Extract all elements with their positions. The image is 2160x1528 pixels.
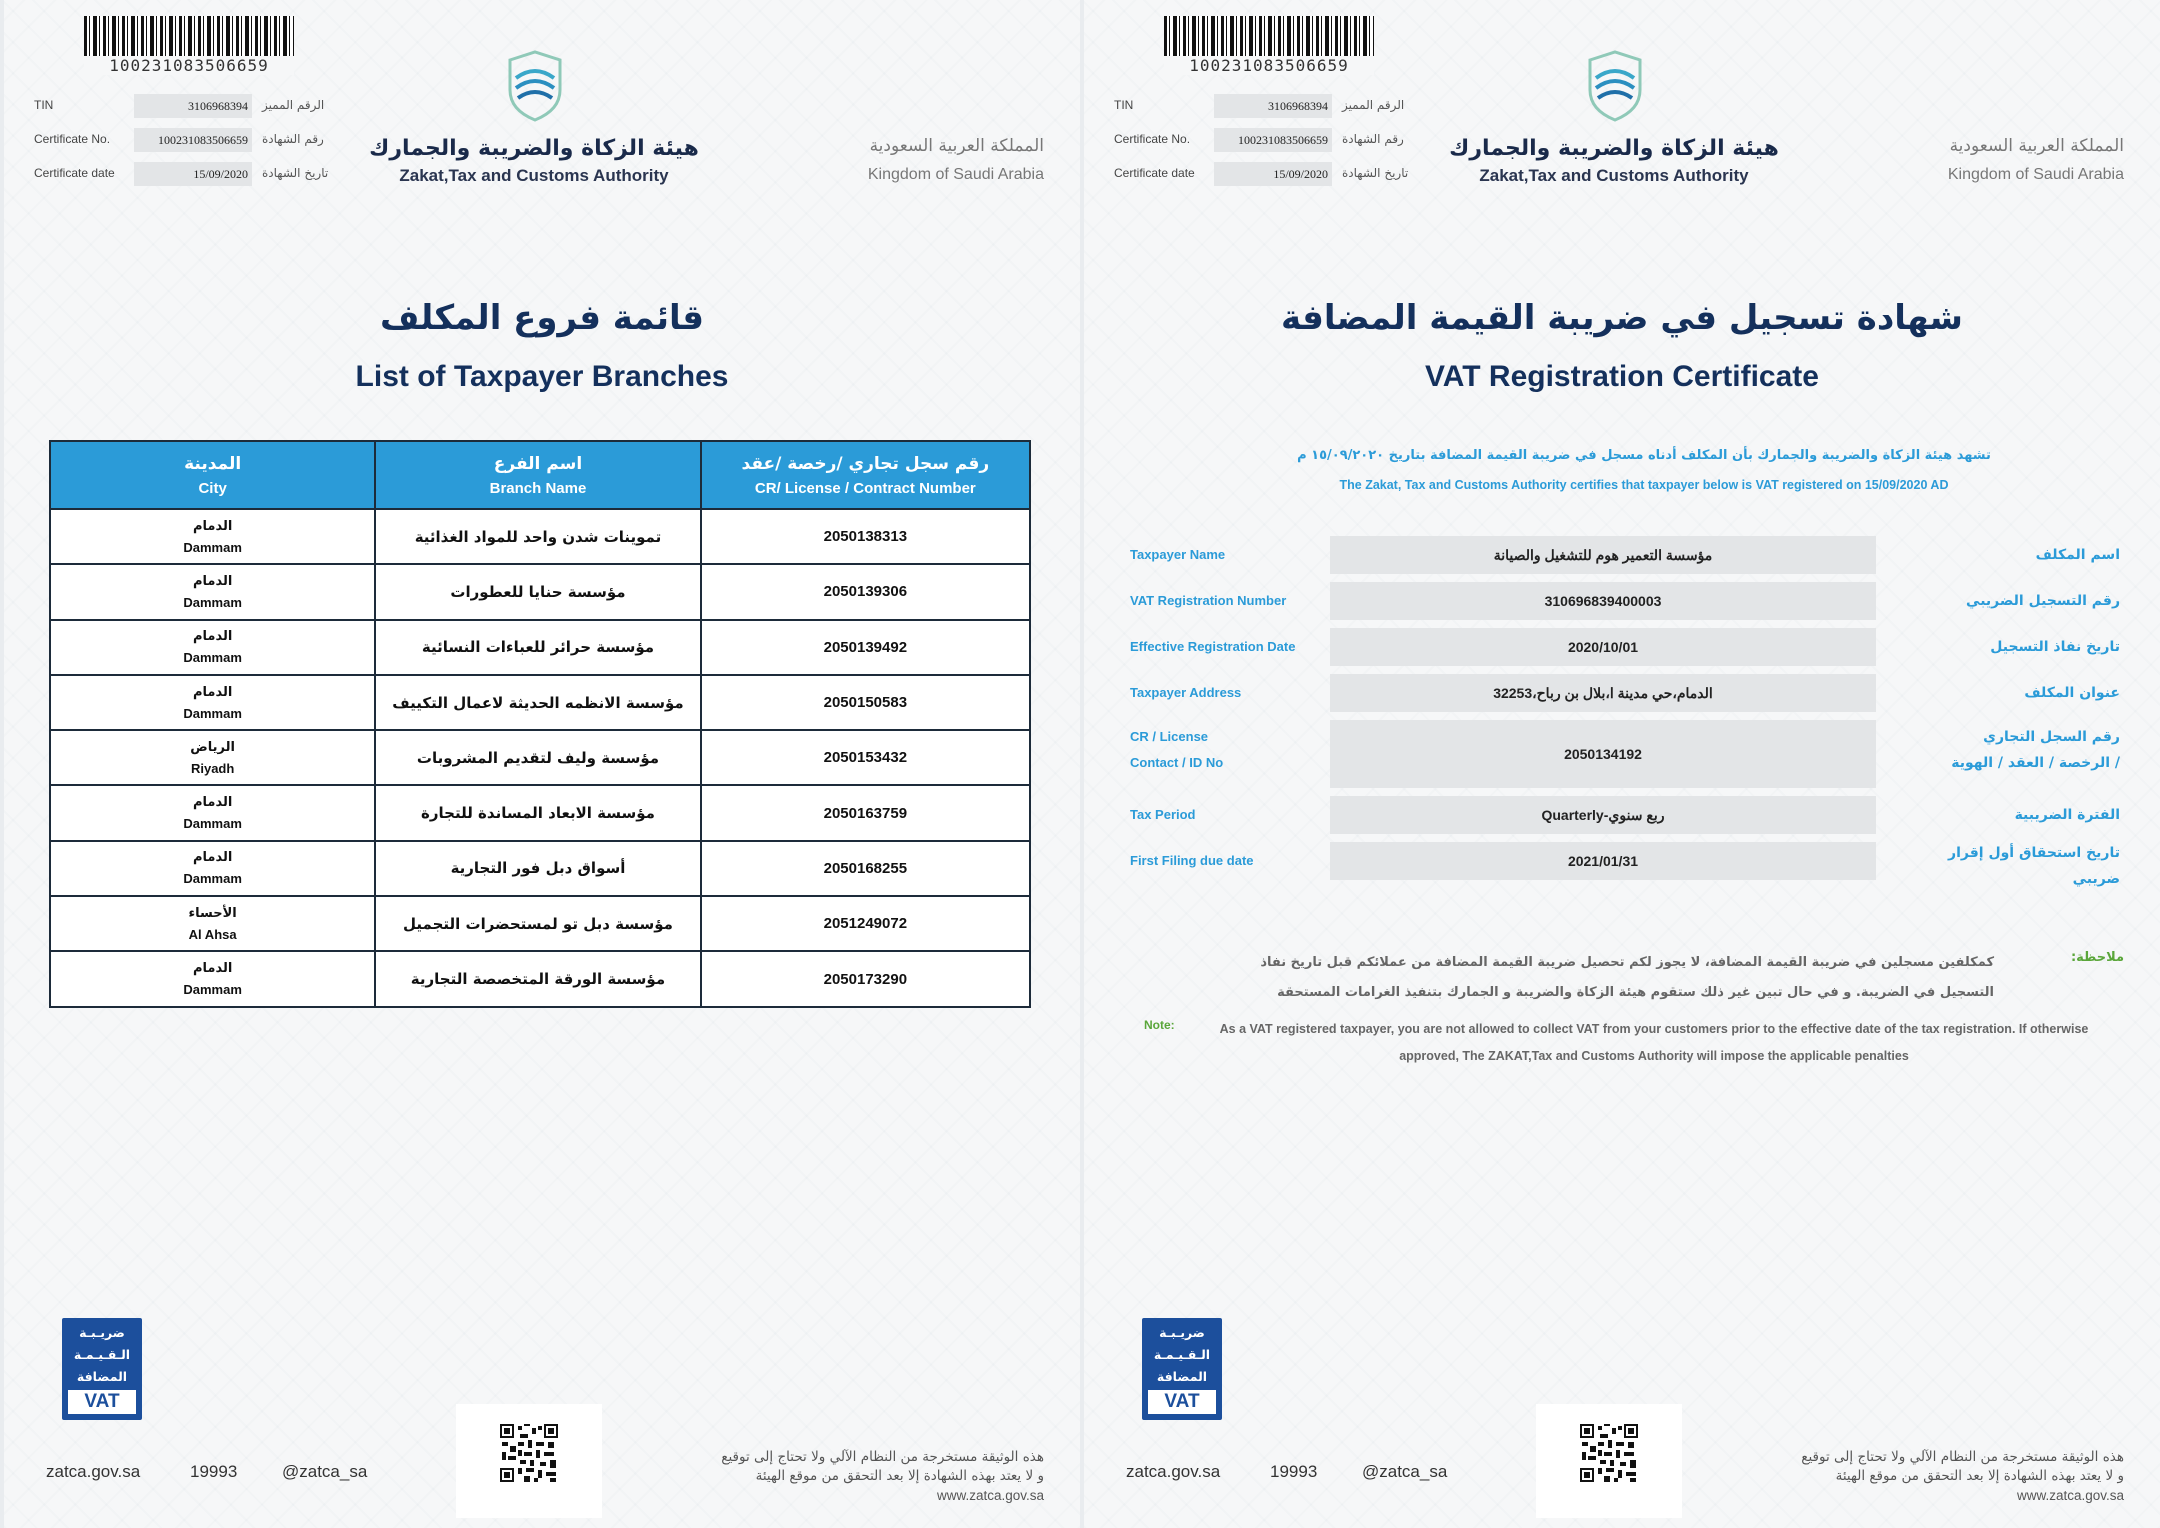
field-cr-license [1130, 720, 2130, 788]
field-value: 2020/10/01 [1330, 628, 1876, 666]
column-header-city-en: City [198, 479, 227, 497]
branch-name-cell: مؤسسة الانظمه الحديثة لاعمال التكييف [375, 675, 700, 730]
city-cell [50, 509, 375, 564]
footer-social[interactable]: @zatca_sa [282, 1462, 368, 1481]
city-ar: الدمام [192, 961, 233, 977]
note-label-en: Note: [1144, 1018, 1175, 1032]
vat-badge-ar-line3: المضافة [76, 1369, 128, 1384]
certificate-date-value: 15/09/2020 [134, 162, 252, 186]
certificate-page [1084, 0, 2160, 1528]
field-value: 310696839400003 [1330, 582, 1876, 620]
footer-website[interactable]: zatca.gov.sa [1126, 1462, 1221, 1481]
column-header-branch-name-ar: اسم الفرع [493, 453, 583, 474]
column-header-city-ar: المدينة [184, 453, 242, 474]
tin-label: TIN [34, 98, 54, 112]
footer-disclaimer [644, 1448, 1044, 1505]
certificate-number-value: 100231083506659 [1214, 128, 1332, 152]
certificate-date-row [1114, 162, 1434, 188]
table-header-row [50, 441, 1030, 509]
qr-code-box [456, 1404, 602, 1518]
country-name-ar: المملكة العربية السعودية [1949, 136, 2124, 156]
page-title-ar: قائمة فروع المكلف [379, 298, 704, 338]
disclaimer-line2: و لا يعتد بهذه الشهادة إلا بعد التحقق من موقع الهيئة [1835, 1468, 2124, 1484]
field-label-ar: الفترة الضريبية [2014, 807, 2120, 823]
org-name-ar: هيئة الزكاة والضريبة والجمارك [1449, 136, 1779, 161]
certificate-intro-en: The Zakat, Tax and Customs Authority certifies that taxpayer below is VAT registered on 15/09/2020 AD [1339, 478, 1949, 492]
field-taxpayer-address [1130, 674, 2130, 712]
city-cell [50, 951, 375, 1006]
city-cell [50, 675, 375, 730]
certificate-intro-ar: تشهد هيئة الزكاة والضريبة والجمارك بأن المكلف أدناه مسجل في ضريبة القيمة المضافة بتاريخ ١٥/٠٩/٢٠٢٠ م [1297, 448, 1991, 463]
cr-number-cell: 2051249072 [701, 896, 1030, 951]
disclaimer-line1: هذه الوثيقة مستخرجة من النظام الآلي ولا تحتاج إلى توقيع [1801, 1449, 2124, 1465]
field-value: 2050134192 [1330, 720, 1876, 788]
certificate-number-value: 100231083506659 [134, 128, 252, 152]
org-name-ar: هيئة الزكاة والضريبة والجمارك [369, 136, 699, 161]
branch-name-cell: مؤسسة وليف لتقديم المشروبات [375, 730, 700, 785]
country-name-en: Kingdom of Saudi Arabia [1947, 166, 2124, 183]
disclaimer-url[interactable]: www.zatca.gov.sa [2016, 1488, 2124, 1503]
branch-name-cell: تموينات شدن واحد للمواد الغذائية [375, 509, 700, 564]
city-cell [50, 785, 375, 840]
footer-phone: 19993 [190, 1462, 238, 1481]
barcode-number: 100231083506659 [1164, 56, 1374, 75]
page-title-en: List of Taxpayer Branches [355, 360, 729, 393]
qr-code-icon [500, 1424, 558, 1482]
footer-disclaimer [1724, 1448, 2124, 1505]
barcode-number: 100231083506659 [84, 56, 294, 75]
country-name-en: Kingdom of Saudi Arabia [867, 166, 1044, 183]
disclaimer-url[interactable]: www.zatca.gov.sa [936, 1488, 1044, 1503]
certificate-number-row [34, 128, 354, 154]
city-cell [50, 730, 375, 785]
city-en: Dammam [183, 594, 242, 610]
city-ar: الرياض [190, 739, 235, 755]
column-header-city [50, 441, 375, 509]
vat-logo-badge [1142, 1318, 1222, 1420]
table-row [50, 785, 1030, 840]
column-header-cr-number-ar: رقم سجل تجاري /رخصة /عقد [741, 453, 990, 474]
column-header-branch-name [375, 441, 700, 509]
branches-table [49, 440, 1031, 1008]
field-label-en: Effective Registration Date [1130, 639, 1296, 654]
org-name-en: Zakat,Tax and Customs Authority [399, 166, 669, 185]
field-effective-registration-date [1130, 628, 2130, 666]
branch-name-cell: مؤسسة دبل تو لمستحضرات التجميل [375, 896, 700, 951]
cr-number-cell: 2050150583 [701, 675, 1030, 730]
field-label-en: CR / License Contact / ID No [1130, 729, 1224, 770]
city-ar: الأحساء [188, 905, 237, 921]
zatca-logo-icon [504, 50, 566, 122]
branch-name-cell: أسواق دبل فور التجارية [375, 841, 700, 896]
field-value: الدمام،حي مدينة ا،بلال بن رباح،32253 [1330, 674, 1876, 712]
city-en: Al Ahsa [188, 926, 237, 942]
cr-number-cell: 2050139306 [701, 564, 1030, 619]
table-row [50, 730, 1030, 785]
certificate-number-row [1114, 128, 1434, 154]
branch-name-cell: مؤسسة حرائر للعباءات النسائية [375, 620, 700, 675]
table-row [50, 896, 1030, 951]
city-cell [50, 564, 375, 619]
field-label-ar: تاريخ استحقاق أول إقرار ضريبي [1948, 845, 2120, 887]
city-cell [50, 620, 375, 675]
tin-value: 3106968394 [134, 94, 252, 118]
branch-name-cell: مؤسسة حنايا للعطورات [375, 564, 700, 619]
city-ar: الدمام [192, 795, 233, 811]
city-cell [50, 896, 375, 951]
cr-number-cell: 2050153432 [701, 730, 1030, 785]
field-label-en: VAT Registration Number [1130, 593, 1287, 608]
vat-badge-en: VAT [68, 1390, 136, 1414]
certificate-date-label-ar: تاريخ الشهادة [262, 166, 329, 180]
certificate-date-label: Certificate date [1114, 166, 1195, 180]
field-value: 2021/01/31 [1330, 842, 1876, 880]
city-en: Dammam [183, 871, 242, 887]
city-ar: الدمام [192, 850, 233, 866]
cr-number-cell: 2050168255 [701, 841, 1030, 896]
vat-badge-ar-line3: المضافة [1156, 1369, 1208, 1384]
org-name-en: Zakat,Tax and Customs Authority [1479, 166, 1749, 185]
tin-row [1114, 94, 1434, 120]
field-label-ar: اسم المكلف [2035, 547, 2120, 563]
table-row [50, 951, 1030, 1006]
vat-badge-ar-line1: ضريـبـة [1159, 1325, 1205, 1340]
table-row [50, 620, 1030, 675]
vat-badge-ar-line1: ضريـبـة [79, 1325, 125, 1340]
footer-phone: 19993 [1270, 1462, 1318, 1481]
city-ar: الدمام [192, 518, 233, 534]
country-name-ar: المملكة العربية السعودية [869, 136, 1044, 156]
field-taxpayer-name [1130, 536, 2130, 574]
disclaimer-line1: هذه الوثيقة مستخرجة من النظام الآلي ولا تحتاج إلى توقيع [721, 1449, 1044, 1465]
certificate-date-label-ar: تاريخ الشهادة [1342, 166, 1409, 180]
footer-social[interactable]: @zatca_sa [1362, 1462, 1448, 1481]
field-vat-registration-number [1130, 582, 2130, 620]
tin-value: 3106968394 [1214, 94, 1332, 118]
certificate-date-row [34, 162, 354, 188]
vat-badge-ar-line2: الـقـيـمـة [73, 1347, 131, 1362]
field-label-ar: عنوان المكلف [2024, 685, 2120, 701]
certificate-number-label: Certificate No. [1114, 132, 1191, 146]
tin-label-ar: الرقم المميز [1342, 98, 1405, 112]
vat-badge-ar-line2: الـقـيـمـة [1153, 1347, 1211, 1362]
cr-number-cell: 2050138313 [701, 509, 1030, 564]
tin-label-ar: الرقم المميز [262, 98, 325, 112]
certificate-number-label: Certificate No. [34, 132, 111, 146]
zatca-logo-icon [1584, 50, 1646, 122]
table-row [50, 841, 1030, 896]
qr-code-icon [1580, 1424, 1638, 1482]
column-header-cr-number [701, 441, 1030, 509]
vat-logo-badge [62, 1318, 142, 1420]
field-label-en: First Filing due date [1130, 853, 1254, 868]
table-row [50, 564, 1030, 619]
note-label-ar: ملاحظة: [2070, 950, 2124, 965]
certificate-number-label-ar: رقم الشهادة [262, 132, 324, 146]
city-en: Dammam [183, 816, 242, 832]
field-value: ربع سنوي-Quarterly [1330, 796, 1876, 834]
note-text-en: As a VAT registered taxpayer, you are not allowed to collect VAT from your customers prior to the effective date of the tax registration. If otherwise approved, The ZAKAT,Tax and Customs Authority will impose the applicable penalties [1219, 1022, 2089, 1063]
vat-badge-en: VAT [1148, 1390, 1216, 1414]
column-header-cr-number-en: CR/ License / Contract Number [754, 479, 976, 497]
city-en: Dammam [183, 705, 242, 721]
field-label-ar: رقم التسجيل الضريبي [1966, 593, 2120, 609]
page-title-en: VAT Registration Certificate [1425, 360, 1819, 393]
cr-number-cell: 2050139492 [701, 620, 1030, 675]
branch-name-cell: مؤسسة الابعاد المساندة للتجارة [375, 785, 700, 840]
column-header-branch-name-en: Branch Name [489, 479, 587, 497]
table-row [50, 509, 1030, 564]
cr-number-cell: 2050173290 [701, 951, 1030, 1006]
note-text-ar: كمكلفين مسجلين في ضريبة القيمة المضافة، لا يجوز لكم تحصيل ضريبة القيمة المضافة من عملائكم قبل تاريخ نفاذ التسجيل في الضريبة. و في حال تبين غير ذلك ستقوم هيئة الزكاة والضريبة و الجمارك بتنفيذ الغرامات المستحقة [1260, 955, 1994, 1000]
footer-website[interactable]: zatca.gov.sa [46, 1462, 141, 1481]
tin-label: TIN [1114, 98, 1134, 112]
city-cell [50, 841, 375, 896]
city-ar: الدمام [192, 573, 233, 589]
branches-page [4, 0, 1080, 1528]
city-en: Riyadh [190, 760, 235, 776]
city-ar: الدمام [192, 629, 233, 645]
city-en: Dammam [183, 982, 242, 998]
city-ar: الدمام [192, 684, 233, 700]
field-value: مؤسسة التعمير هوم للتشغيل والصيانة [1330, 536, 1876, 574]
certificate-date-label: Certificate date [34, 166, 115, 180]
certificate-number-label-ar: رقم الشهادة [1342, 132, 1404, 146]
field-label-en: Tax Period [1130, 807, 1196, 822]
field-label-en: Taxpayer Address [1130, 685, 1242, 700]
page-title-ar: شهادة تسجيل في ضريبة القيمة المضافة [1281, 298, 1963, 338]
field-tax-period [1130, 796, 2130, 834]
table-row [50, 675, 1030, 730]
disclaimer-line2: و لا يعتد بهذه الشهادة إلا بعد التحقق من موقع الهيئة [755, 1468, 1044, 1484]
field-label-ar: تاريخ نفاذ التسجيل [1990, 639, 2120, 655]
certificate-date-value: 15/09/2020 [1214, 162, 1332, 186]
cr-number-cell: 2050163759 [701, 785, 1030, 840]
city-en: Dammam [183, 650, 242, 666]
field-label-ar: رقم السجل التجاري / الرخصة / العقد / الهوية [1951, 729, 2120, 771]
field-first-filing-due-date [1130, 842, 2130, 887]
qr-code-box [1536, 1404, 1682, 1518]
field-label-en: Taxpayer Name [1130, 547, 1226, 562]
city-en: Dammam [183, 539, 242, 555]
branch-name-cell: مؤسسة الورقة المتخصصة التجارية [375, 951, 700, 1006]
tin-row [34, 94, 354, 120]
